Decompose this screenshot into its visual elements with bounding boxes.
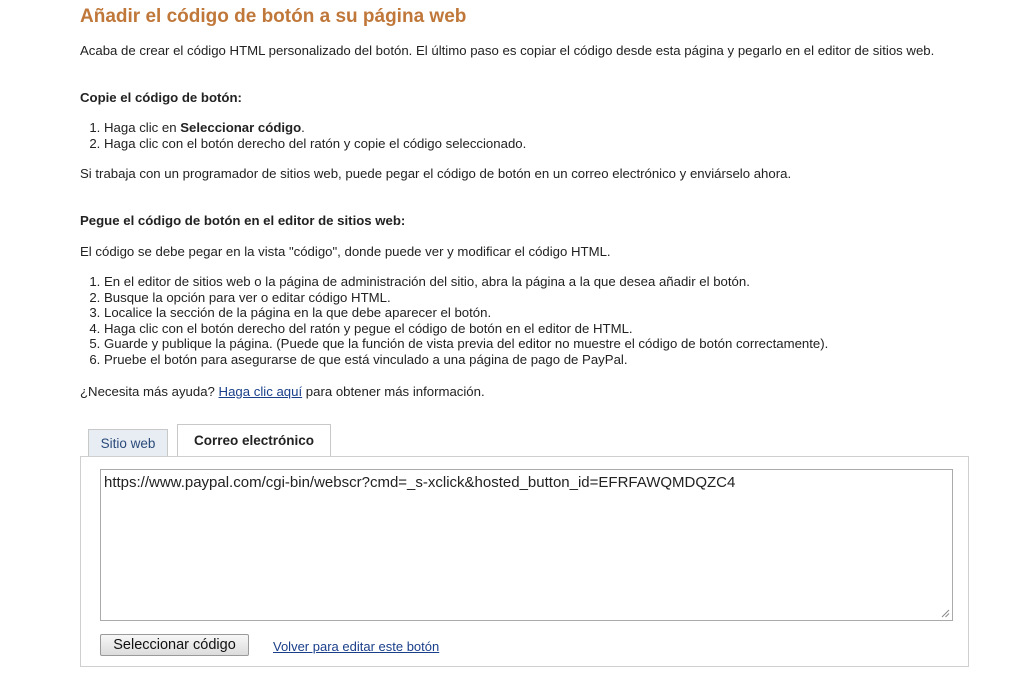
code-panel	[80, 456, 969, 667]
list-item: 4. Haga clic con el botón derecho del ratón y pegue el código de botón en el editor de HTML.	[104, 321, 828, 337]
list-item: 5. Guarde y publique la página. (Puede que la función de vista previa del editor no muestre el código de botón correctamente).	[104, 336, 828, 352]
select-code-button[interactable]: Seleccionar código	[100, 634, 249, 656]
code-tabs	[88, 424, 988, 458]
tab-sitio-web[interactable]: Sitio web	[88, 429, 168, 456]
button-code-textarea[interactable]	[100, 469, 953, 621]
list-item: 3. Localice la sección de la página en la que debe aparecer el botón.	[104, 305, 828, 321]
paste-steps-list	[80, 274, 828, 367]
programmer-note: Si trabaja con un programador de sitios web, puede pegar el código de botón en un correo electrónico y enviárselo ahora.	[80, 166, 792, 181]
copy-steps-list	[80, 120, 526, 151]
list-item: 1. En el editor de sitios web o la página de administración del sitio, abra la página a la que desea añadir el botón.	[104, 274, 828, 290]
code-view-note: El código se debe pegar en la vista "código", donde puede ver y modificar el código HTML.	[80, 244, 611, 259]
help-text: ¿Necesita más ayuda? Haga clic aquí para obtener más información.	[80, 384, 485, 399]
intro-text: Acaba de crear el código HTML personalizado del botón. El último paso es copiar el código desde esta página y pegarlo en el editor de sitios web.	[80, 43, 935, 58]
resize-handle-icon[interactable]	[941, 609, 950, 618]
section-heading-copy: Copie el código de botón:	[80, 90, 242, 105]
list-item: 6. Pruebe el botón para asegurarse de que está vinculado a una página de pago de PayPal.	[104, 352, 828, 368]
page-title: Añadir el código de botón a su página web	[80, 6, 467, 27]
list-item: 2. Busque la opción para ver o editar código HTML.	[104, 290, 828, 306]
help-link[interactable]: Haga clic aquí	[218, 384, 303, 399]
list-item: 2. Haga clic con el botón derecho del ratón y copie el código seleccionado.	[104, 136, 526, 152]
list-item: 1. Haga clic en Seleccionar código.	[104, 120, 526, 136]
select-code-emphasis: Seleccionar código	[180, 120, 302, 135]
tab-correo-electronico[interactable]: Correo electrónico	[177, 424, 331, 457]
button-code-value: https://www.paypal.com/cgi-bin/webscr?cmd=_s-xclick&hosted_button_id=EFRFAWQMDQZC4	[104, 474, 736, 491]
section-heading-paste: Pegue el código de botón en el editor de sitios web:	[80, 213, 406, 228]
back-to-edit-link[interactable]: Volver para editar este botón	[273, 639, 440, 654]
